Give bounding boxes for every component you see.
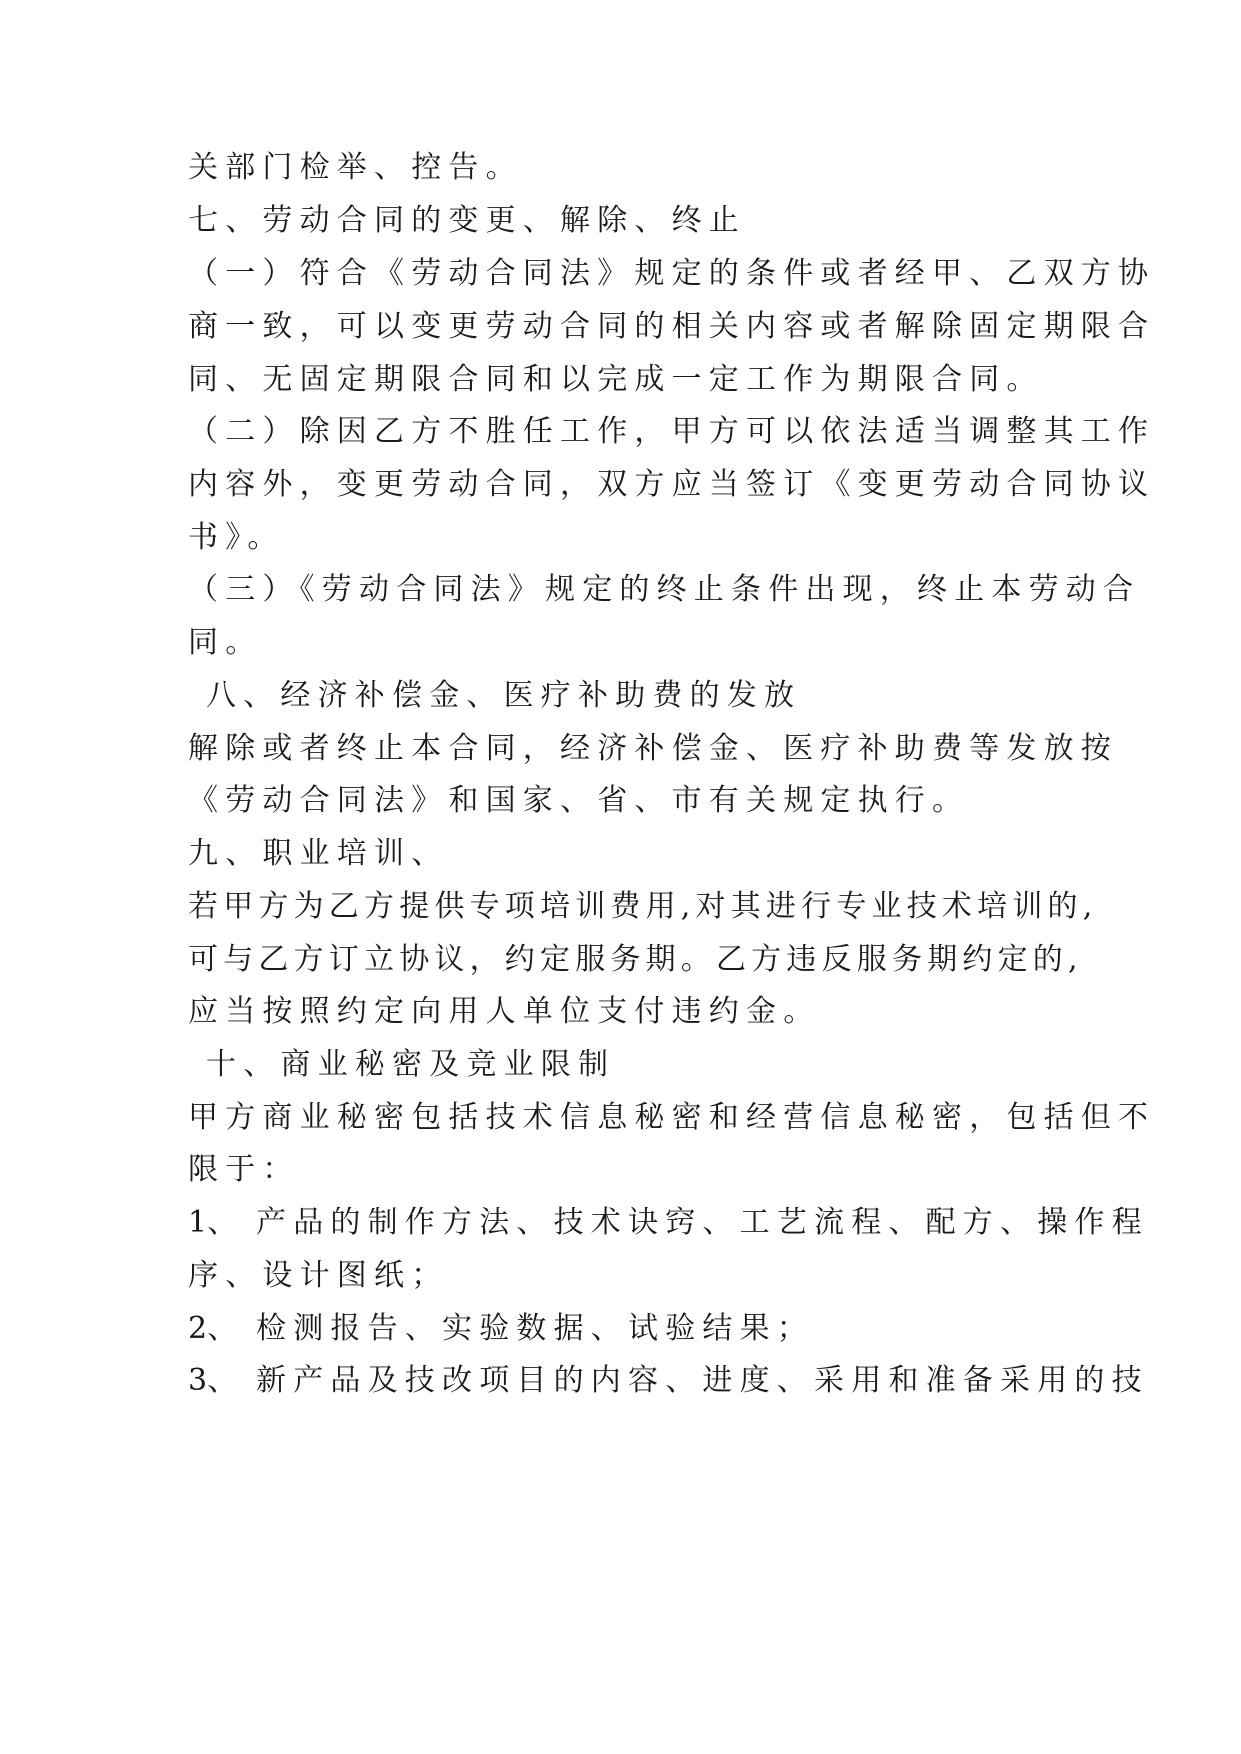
text-line: 序、设计图纸； <box>188 1258 449 1293</box>
text-line: （二）除因乙方不胜任工作，甲方可以依法适当调整其工作 <box>188 414 1156 449</box>
section-heading: 七、劳动合同的变更、解除、终止 <box>188 203 746 238</box>
text-line: 同。 <box>188 625 263 660</box>
text-line: 内容外，变更劳动合同，双方应当签订《变更劳动合同协议 <box>188 467 1156 502</box>
list-number: 3、 <box>188 1363 238 1398</box>
text-line: 商一致，可以变更劳动合同的相关内容或者解除固定期限合 <box>188 309 1156 344</box>
text-line: （一）符合《劳动合同法》规定的条件或者经甲、乙双方协 <box>188 256 1156 291</box>
text-line: 关部门检举、控告。 <box>188 150 523 185</box>
list-item-text: 新产品及技改项目的内容、进度、采用和准备采用的技 <box>256 1363 1149 1398</box>
text-line: 同、无固定期限合同和以完成一定工作为期限合同。 <box>188 362 1044 397</box>
section-heading: 八、经济补偿金、医疗补助费的发放 <box>206 678 802 713</box>
text-line: 限于： <box>188 1152 300 1187</box>
list-item <box>188 1203 1149 1243</box>
text-line: 解除或者终止本合同，经济补偿金、医疗补助费等发放按 <box>188 731 1118 766</box>
text-line: 《劳动合同法》和国家、省、市有关规定执行。 <box>188 783 970 818</box>
text-line: 甲方商业秘密包括技术信息秘密和经营信息秘密，包括但不 <box>188 1100 1156 1135</box>
list-item-text: 检测报告、实验数据、试验结果； <box>256 1311 814 1346</box>
list-number: 1、 <box>188 1205 238 1240</box>
section-heading: 十、商业秘密及竞业限制 <box>206 1047 616 1082</box>
text-line: （三）《劳动合同法》规定的终止条件出现，终止本劳动合 <box>188 572 1141 607</box>
list-item <box>188 1309 814 1349</box>
list-number: 2、 <box>188 1311 238 1346</box>
text-line: 书》。 <box>188 520 285 555</box>
list-item <box>188 1361 1149 1401</box>
text-line: 可与乙方订立协议，约定服务期。乙方违反服务期约定的, <box>188 942 1083 977</box>
section-heading: 九、职业培训、 <box>188 836 449 871</box>
text-line: 若甲方为乙方提供专项培训费用,对其进行专业技术培训的, <box>188 889 1098 924</box>
text-line: 应当按照约定向用人单位支付违约金。 <box>188 994 821 1029</box>
list-item-text: 产品的制作方法、技术诀窍、工艺流程、配方、操作程 <box>256 1205 1149 1240</box>
